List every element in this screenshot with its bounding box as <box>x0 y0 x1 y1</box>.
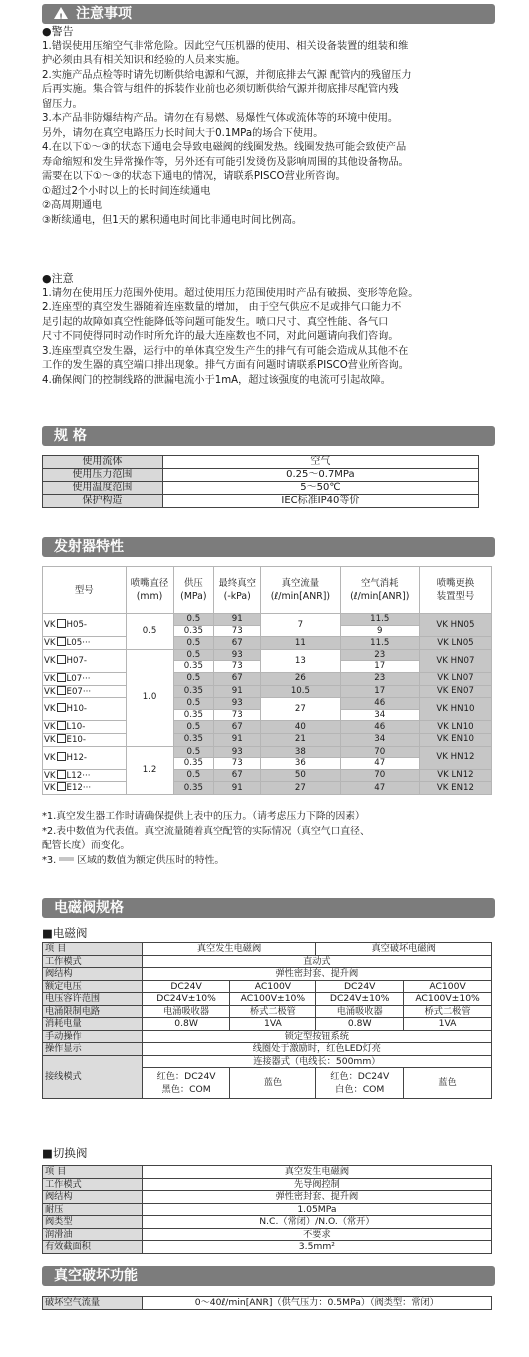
consumption-cell: 23 <box>340 649 419 661</box>
nozzle-model-cell: VK EN12 <box>419 782 491 795</box>
consumption-cell: 46 <box>340 721 419 734</box>
row-label: 额定电压 <box>43 980 143 993</box>
spec-value: IEC标准IP40等价 <box>162 495 478 508</box>
flow-cell: 27 <box>261 782 340 795</box>
note-line: 工作的发生器的真空端口排出现象。排气方面有问题时请联系PISCO营业所咨询。 <box>42 360 409 371</box>
nozzle-model-cell: VK LN05 <box>419 637 491 650</box>
value-cell: 91 <box>214 733 261 746</box>
value-cell: 0.5 <box>173 672 214 685</box>
table-row <box>43 943 492 956</box>
row-label: 破坏空气流量 <box>43 1297 143 1310</box>
ejector-title: 发射器特性 <box>54 539 124 555</box>
note-line: 4.确保阀门的控制线路的泄漏电流小于1mA，超过该强度的电流可引起故障。 <box>42 374 391 386</box>
consumption-cell: 46 <box>340 698 419 710</box>
flow-cell: 36 <box>261 758 340 770</box>
model-cell: VK L10- <box>43 721 127 734</box>
cell: 不要求 <box>142 1228 491 1241</box>
row-label: 工作模式 <box>43 955 143 968</box>
value-cell: 0.35 <box>173 782 214 795</box>
cell: 锁定型按钮系统 <box>142 1030 491 1043</box>
solenoid-table <box>42 942 492 1099</box>
consumption-cell: 34 <box>340 733 419 746</box>
warning-line: 寿命缩短和发生异常操作等，另外还有可能引发烫伤及影响周围的其他设备物品。 <box>42 156 409 168</box>
ejector-note-3: *3. 区域的数值为额定供压时的特性。 <box>42 854 225 866</box>
row-label: 电涌限制电路 <box>43 1005 143 1018</box>
nozzle-cell: 0.5 <box>126 614 173 650</box>
cell: AC100V±10% <box>230 993 316 1006</box>
table-header-row <box>43 567 492 614</box>
consumption-cell: 70 <box>340 746 419 758</box>
table-row <box>43 721 492 734</box>
placeholder-box-icon <box>57 721 66 730</box>
value-cell: 0.35 <box>173 758 214 770</box>
row-label: 阀结构 <box>43 1191 143 1204</box>
table-row <box>43 469 479 482</box>
value-cell: 0.35 <box>173 685 214 698</box>
flow-cell: 10.5 <box>261 685 340 698</box>
cell: 红色：DC24V 白色：COM <box>316 1068 404 1099</box>
cell: 桥式二极管 <box>230 1005 316 1018</box>
value-cell: 0.35 <box>173 733 214 746</box>
cell: DC24V±10% <box>316 993 404 1006</box>
cell: 1.05MPa <box>142 1203 491 1216</box>
warning-line: ②高周期通电 <box>42 200 103 211</box>
ejector-note: *1.真空发生器工作时请确保提供上表中的压力。（请考虑压力下降的因素） <box>42 811 365 822</box>
cell: AC100V±10% <box>404 993 492 1006</box>
value-cell: 67 <box>214 721 261 734</box>
cell: 线圈处于激励时，红色LED灯亮 <box>142 1043 491 1056</box>
note-block <box>42 272 492 388</box>
table-row <box>43 1030 492 1043</box>
table-row <box>43 482 479 495</box>
value-cell: 93 <box>214 746 261 758</box>
table-row <box>43 769 492 782</box>
value-cell: 0.5 <box>173 649 214 661</box>
value-cell: 0.5 <box>173 698 214 710</box>
row-label: 项 目 <box>43 1166 143 1179</box>
value-cell: 73 <box>214 709 261 721</box>
nozzle-model-cell: VK HN12 <box>419 746 491 769</box>
table-row <box>43 1228 492 1241</box>
nozzle-model-cell: VK HN10 <box>419 698 491 721</box>
model-cell: VK L05··· <box>43 637 127 650</box>
spec-value: 5～50℃ <box>162 482 478 495</box>
cell: 0～40ℓ/min[ANR]（供气压力：0.5MPa）（阀类型：常闭） <box>142 1297 491 1310</box>
nozzle-model-cell: VK LN12 <box>419 769 491 782</box>
table-row <box>43 733 492 746</box>
spec-table <box>42 455 479 508</box>
row-label: 手动操作 <box>43 1030 143 1043</box>
flow-cell: 26 <box>261 672 340 685</box>
cell: 弹性密封套、提升阀 <box>142 968 491 981</box>
row-label: 耐压 <box>43 1203 143 1216</box>
solenoid-section-header <box>42 898 495 918</box>
cell: 1VA <box>404 1018 492 1031</box>
cell: DC24V±10% <box>142 993 230 1006</box>
spec-label: 使用压力范围 <box>43 469 163 482</box>
warning-line: 4.在以下①～③的状态下通电会导致电磁阀的线圈发热。线圈发热可能会致使产品 <box>42 142 407 153</box>
placeholder-box-icon <box>57 619 66 628</box>
value-cell: 73 <box>214 625 261 637</box>
col-header-supply: 供压 (MPa) <box>173 567 214 614</box>
warning-line: ①超过2个小时以上的长时间连续通电 <box>42 185 211 197</box>
value-cell: 73 <box>214 661 261 673</box>
value-cell: 0.5 <box>173 721 214 734</box>
rated-pressure-swatch-icon <box>59 857 74 861</box>
warning-line: 2.实施产品点检等时请先切断供给电源和气源，并彻底排去气源 配管内的残留压力 <box>42 69 412 81</box>
placeholder-box-icon <box>57 686 66 695</box>
caution-title: 注意事项 <box>76 6 132 22</box>
vacuum-break-title: 真空破坏功能 <box>54 1268 138 1284</box>
warning-line: 1.错误使用压缩空气非常危险。因此空气压机器的使用、相关设备装置的组装和维 <box>42 40 409 52</box>
table-row <box>43 637 492 650</box>
consumption-cell: 23 <box>340 672 419 685</box>
spec-label: 使用流体 <box>43 456 163 469</box>
consumption-cell: 17 <box>340 661 419 673</box>
warning-line: 另外，请勿在真空电路压力长时间大于0.1MPa的场合下使用。 <box>42 127 324 139</box>
value-cell: 73 <box>214 758 261 770</box>
nozzle-model-cell: VK HN07 <box>419 649 491 672</box>
consumption-cell: 34 <box>340 709 419 721</box>
row-label: 操作显示 <box>43 1043 143 1056</box>
switch-valve-table <box>42 1165 492 1254</box>
col-header-model: 型号 <box>43 567 127 614</box>
model-cell: VK E10- <box>43 733 127 746</box>
table-row <box>43 1018 492 1031</box>
flow-cell: 40 <box>261 721 340 734</box>
table-row <box>43 1043 492 1056</box>
solenoid-subheading: ■电磁阀 <box>42 926 88 940</box>
model-cell: VK H10- <box>43 698 127 721</box>
table-row <box>43 1191 492 1204</box>
ejector-note: *2.表中数值为代表值。真空流量随着真空配管的实际情况（真空气口直径、 <box>42 825 370 837</box>
table-row <box>43 1055 492 1068</box>
warning-line: 留压力。 <box>42 98 83 110</box>
model-cell: VK E12··· <box>43 782 127 795</box>
nozzle-model-cell: VK EN07 <box>419 685 491 698</box>
cell: DC24V <box>142 980 230 993</box>
value-cell: 0.35 <box>173 625 214 637</box>
cell: 0.8W <box>142 1018 230 1031</box>
placeholder-box-icon <box>57 782 66 791</box>
model-cell: VK H12- <box>43 746 127 769</box>
value-cell: 93 <box>214 698 261 710</box>
warning-line: 后再实施。集合管与组件的拆装作业前也必须切断供给气源并彻底排尽配管内残 <box>42 84 399 95</box>
flow-cell: 38 <box>261 746 340 758</box>
placeholder-box-icon <box>57 752 66 761</box>
cell: DC24V <box>316 980 404 993</box>
col-header-consumption: 空气消耗 (ℓ/min[ANR]) <box>340 567 419 614</box>
table-row <box>43 1216 492 1229</box>
value-cell: 91 <box>214 685 261 698</box>
vacuum-break-section-header <box>42 1266 495 1286</box>
warning-line: 护必须由具有相关知识和经验的人员来实施。 <box>42 55 246 66</box>
placeholder-box-icon <box>57 734 66 743</box>
warning-heading: ●警告 <box>42 25 74 38</box>
note-line: 尺寸不同使得同时动作时所允许的最大连座数也不同，对此问题请向我们咨询。 <box>42 331 399 342</box>
consumption-cell: 11.5 <box>340 637 419 650</box>
value-cell: 0.35 <box>173 661 214 673</box>
table-row <box>43 456 479 469</box>
placeholder-box-icon <box>57 703 66 712</box>
col-break: 真空破坏电磁阀 <box>316 943 492 956</box>
consumption-cell: 70 <box>340 769 419 782</box>
nozzle-model-cell: VK HN05 <box>419 614 491 637</box>
col-header-nozzle-model: 喷嘴更换 装置型号 <box>419 567 491 614</box>
row-label: 有效截面积 <box>43 1241 143 1254</box>
flow-cell: 50 <box>261 769 340 782</box>
spec-label: 使用温度范围 <box>43 482 163 495</box>
value-cell: 0.5 <box>173 769 214 782</box>
spec-section-header <box>42 426 495 446</box>
flow-cell: 11 <box>261 637 340 650</box>
model-cell: VK L12··· <box>43 769 127 782</box>
table-row <box>43 495 479 508</box>
placeholder-box-icon <box>57 770 66 779</box>
cell: 3.5mm² <box>142 1241 491 1254</box>
flow-cell: 21 <box>261 733 340 746</box>
model-cell: VK L07··· <box>43 672 127 685</box>
table-row <box>43 698 492 710</box>
nozzle-cell: 1.2 <box>126 746 173 794</box>
table-row <box>43 746 492 758</box>
table-row <box>43 955 492 968</box>
col-header-flow: 真空流量 (ℓ/min[ANR]) <box>261 567 340 614</box>
cell: 真空发生电磁阀 <box>142 1166 491 1179</box>
warning-line: ③断续通电，但1天的累积通电时间比非通电时间比例高。 <box>42 214 303 226</box>
cell: 电涌吸收器 <box>316 1005 404 1018</box>
table-row <box>43 614 492 626</box>
table-row <box>43 1178 492 1191</box>
col-header-vacuum: 最终真空 (-kPa) <box>214 567 261 614</box>
table-row <box>43 993 492 1006</box>
nozzle-model-cell: VK LN10 <box>419 721 491 734</box>
value-cell: 0.35 <box>173 709 214 721</box>
nozzle-cell: 1.0 <box>126 649 173 746</box>
cell: 先导阀控制 <box>142 1178 491 1191</box>
table-row <box>43 1203 492 1216</box>
flow-cell: 13 <box>261 649 340 672</box>
consumption-cell: 9 <box>340 625 419 637</box>
model-cell: VK H05- <box>43 614 127 637</box>
row-label: 消耗电量 <box>43 1018 143 1031</box>
cell: AC100V <box>404 980 492 993</box>
consumption-cell: 11.5 <box>340 614 419 626</box>
value-cell: 0.5 <box>173 637 214 650</box>
value-cell: 91 <box>214 782 261 795</box>
cell: 电涌吸收器 <box>142 1005 230 1018</box>
table-row <box>43 649 492 661</box>
cell: AC100V <box>230 980 316 993</box>
caution-section-header <box>42 4 495 24</box>
warning-triangle-icon <box>54 7 68 19</box>
note-line: 2.连座型的真空发生器随着连座数量的增加， 由于空气供应不足或排气口能力不 <box>42 302 402 313</box>
cell: 弹性密封套、提升阀 <box>142 1191 491 1204</box>
row-label: 阀结构 <box>43 968 143 981</box>
flow-cell: 27 <box>261 698 340 721</box>
ejector-section-header <box>42 537 495 557</box>
value-cell: 93 <box>214 649 261 661</box>
warning-line: 需要在以下①～③的状态下通电的情况，请联系PISCO营业所咨询。 <box>42 171 346 182</box>
placeholder-box-icon <box>57 637 66 646</box>
consumption-cell: 17 <box>340 685 419 698</box>
note-line: 足引起的故障如真空性能降低等问题可能发生。喷口尺寸、真空性能、各气口 <box>42 316 389 328</box>
table-row <box>43 1241 492 1254</box>
row-label: 工作模式 <box>43 1178 143 1191</box>
cell: 1VA <box>230 1018 316 1031</box>
consumption-cell: 47 <box>340 758 419 770</box>
cell: 蓝色 <box>404 1068 492 1099</box>
consumption-cell: 47 <box>340 782 419 795</box>
vacuum-break-table <box>42 1296 492 1310</box>
row-label: 阀类型 <box>43 1216 143 1229</box>
cell: 蓝色 <box>230 1068 316 1099</box>
table-row <box>43 1297 492 1310</box>
table-row <box>43 1005 492 1018</box>
note-heading: ●注意 <box>42 272 74 285</box>
value-cell: 67 <box>214 672 261 685</box>
row-label: 项 目 <box>43 943 143 956</box>
model-cell: VK H07- <box>43 649 127 672</box>
table-row <box>43 782 492 795</box>
spec-value: 0.25～0.7MPa <box>162 469 478 482</box>
col-gen: 真空发生电磁阀 <box>142 943 316 956</box>
cell: 红色：DC24V 黑色：COM <box>142 1068 230 1099</box>
value-cell: 0.5 <box>173 746 214 758</box>
nozzle-model-cell: VK LN07 <box>419 672 491 685</box>
warning-line: 3.本产品非防爆结构产品。请勿在有易燃、易爆性气体或流体等的环境中使用。 <box>42 113 399 124</box>
nozzle-model-cell: VK EN10 <box>419 733 491 746</box>
note-line: 3.连座型真空发生器，运行中的单体真空发生产生的排气有可能会造成从其他不在 <box>42 345 409 357</box>
value-cell: 91 <box>214 614 261 626</box>
switch-valve-subheading: ■切换阀 <box>42 1146 88 1160</box>
spec-value: 空气 <box>162 456 478 469</box>
flow-cell: 7 <box>261 614 340 637</box>
row-label: 电压容许范围 <box>43 993 143 1006</box>
placeholder-box-icon <box>57 655 66 664</box>
ejector-table <box>42 566 492 795</box>
note-line: 1.请勿在使用压力范围外使用。超过使用压力范围使用时产品有破损、变形等危险。 <box>42 287 419 299</box>
table-row <box>43 1166 492 1179</box>
cell: 0.8W <box>316 1018 404 1031</box>
table-row <box>43 672 492 685</box>
table-row <box>43 968 492 981</box>
row-label: 接线模式 <box>43 1055 143 1099</box>
spec-label: 保护构造 <box>43 495 163 508</box>
ejector-note: 配管长度）而变化。 <box>42 840 131 851</box>
value-cell: 0.5 <box>173 614 214 626</box>
model-cell: VK E07··· <box>43 685 127 698</box>
table-row <box>43 685 492 698</box>
cell: 直动式 <box>142 955 491 968</box>
ejector-notes <box>42 810 492 868</box>
col-header-nozzle: 喷嘴直径 (mm) <box>126 567 173 614</box>
cell: N.C.（常闭）/N.O.（常开） <box>142 1216 491 1229</box>
warning-block <box>42 25 492 228</box>
placeholder-box-icon <box>57 673 66 682</box>
table-row <box>43 980 492 993</box>
solenoid-title: 电磁阀规格 <box>54 900 124 916</box>
row-label: 润滑油 <box>43 1228 143 1241</box>
value-cell: 67 <box>214 637 261 650</box>
cell: 桥式二极管 <box>404 1005 492 1018</box>
value-cell: 67 <box>214 769 261 782</box>
cell: 连接器式（电线长：500mm） <box>142 1055 491 1068</box>
spec-title: 规 格 <box>54 428 87 444</box>
